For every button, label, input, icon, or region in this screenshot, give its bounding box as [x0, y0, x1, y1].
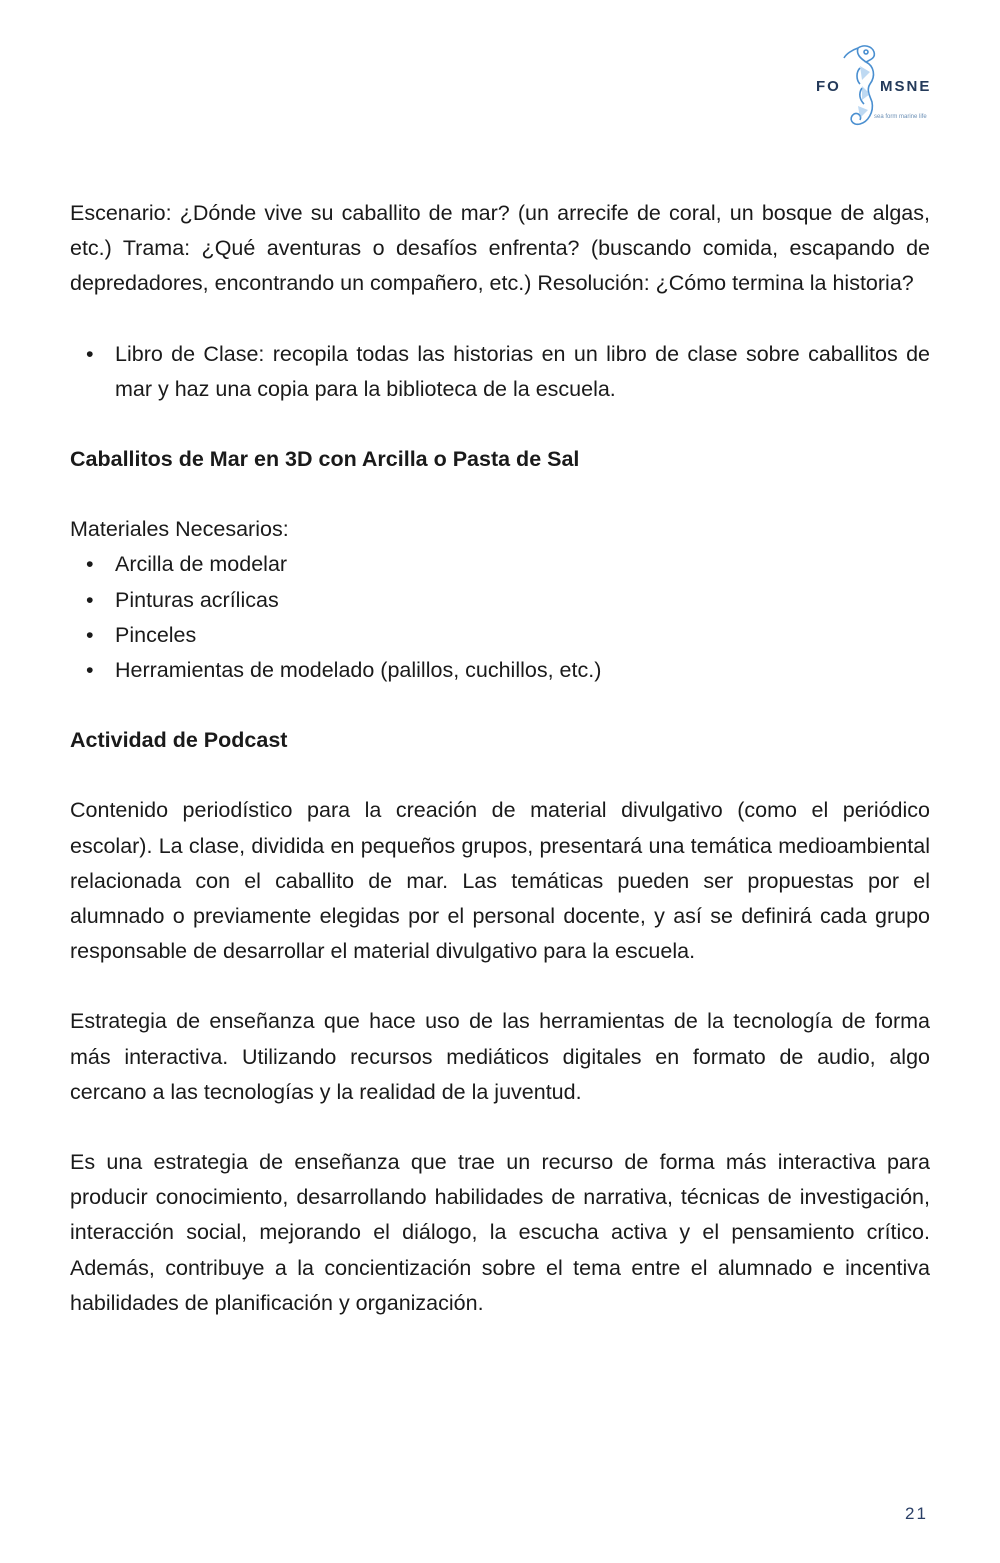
bullet-icon: •: [86, 587, 94, 612]
fomsne-logo: [810, 40, 940, 140]
list-item-text: Pinceles: [115, 622, 197, 647]
logo-text-right: MSNE: [880, 78, 932, 95]
list-item-text: Herramientas de modelado (palillos, cuchillos, etc.): [115, 658, 602, 683]
spacer: [70, 758, 930, 793]
list-item: [70, 583, 930, 618]
section-heading-podcast: Actividad de Podcast: [70, 728, 288, 753]
page-number: 21: [905, 1504, 928, 1523]
materials-label: Materiales Necesarios:: [70, 517, 289, 542]
spacer: [70, 477, 930, 512]
list-item-text: Libro de Clase: recopila todas las historias en un libro de clase sobre caballitos de mar y haz una copia para la biblioteca de la escuela.: [115, 341, 930, 401]
bullet-icon: •: [86, 658, 94, 683]
list-item: [70, 337, 930, 407]
bullet-icon: •: [86, 622, 94, 647]
bullet-icon: •: [86, 552, 94, 577]
page-content: [70, 196, 930, 1321]
logo-subtitle: sea form marine life: [874, 114, 927, 120]
spacer: [70, 302, 930, 337]
list-item: [70, 618, 930, 653]
materials-list: [70, 547, 930, 688]
podcast-paragraph: Es una estrategia de enseñanza que trae un recurso de forma más interactiva para producir conocimiento, desarrollando habilidades de narrativa, técnicas de investigación, interacción social, mejorando el diálogo, la escucha activa y el pensamiento crítico. Además, contribuye a la concientización sobre el tema entre el alumnado e incentiva habilidades de planificación y organización.: [70, 1150, 930, 1315]
logo-text-left: FO: [816, 78, 841, 95]
section-heading-3d: Caballitos de Mar en 3D con Arcilla o Pasta de Sal: [70, 447, 580, 472]
list-item: [70, 653, 930, 688]
list-item: [70, 547, 930, 582]
list-item-text: Arcilla de modelar: [115, 552, 288, 577]
seahorse-icon: [840, 42, 884, 136]
podcast-paragraph: Contenido periodístico para la creación de material divulgativo (como el periódico escolar). La clase, dividida en pequeños grupos, presentará una temática medioambiental relacionada con el caballito de mar. Las temáticas pueden ser propuestas por el alumnado o previamente elegidas por el personal docente, y así se definirá cada grupo responsable de desarrollar el material divulgativo para la escuela.: [70, 798, 930, 964]
podcast-paragraph: Estrategia de enseñanza que hace uso de las herramientas de la tecnología de forma más interactiva. Utilizando recursos mediáticos digitales en formato de audio, algo cercano a las tecnologías y la realidad de la juventud.: [70, 1009, 930, 1104]
class-book-list: [70, 337, 930, 407]
list-item-text: Pinturas acrílicas: [115, 587, 279, 612]
intro-paragraph: Escenario: ¿Dónde vive su caballito de mar? (un arrecife de coral, un bosque de algas, etc.) Trama: ¿Qué aventuras o desafíos enfrenta? (buscando comida, escapando de depredadores, encontrando un compañero, etc.) Resolución: ¿Cómo termina la historia?: [70, 201, 930, 296]
bullet-icon: •: [86, 341, 94, 366]
